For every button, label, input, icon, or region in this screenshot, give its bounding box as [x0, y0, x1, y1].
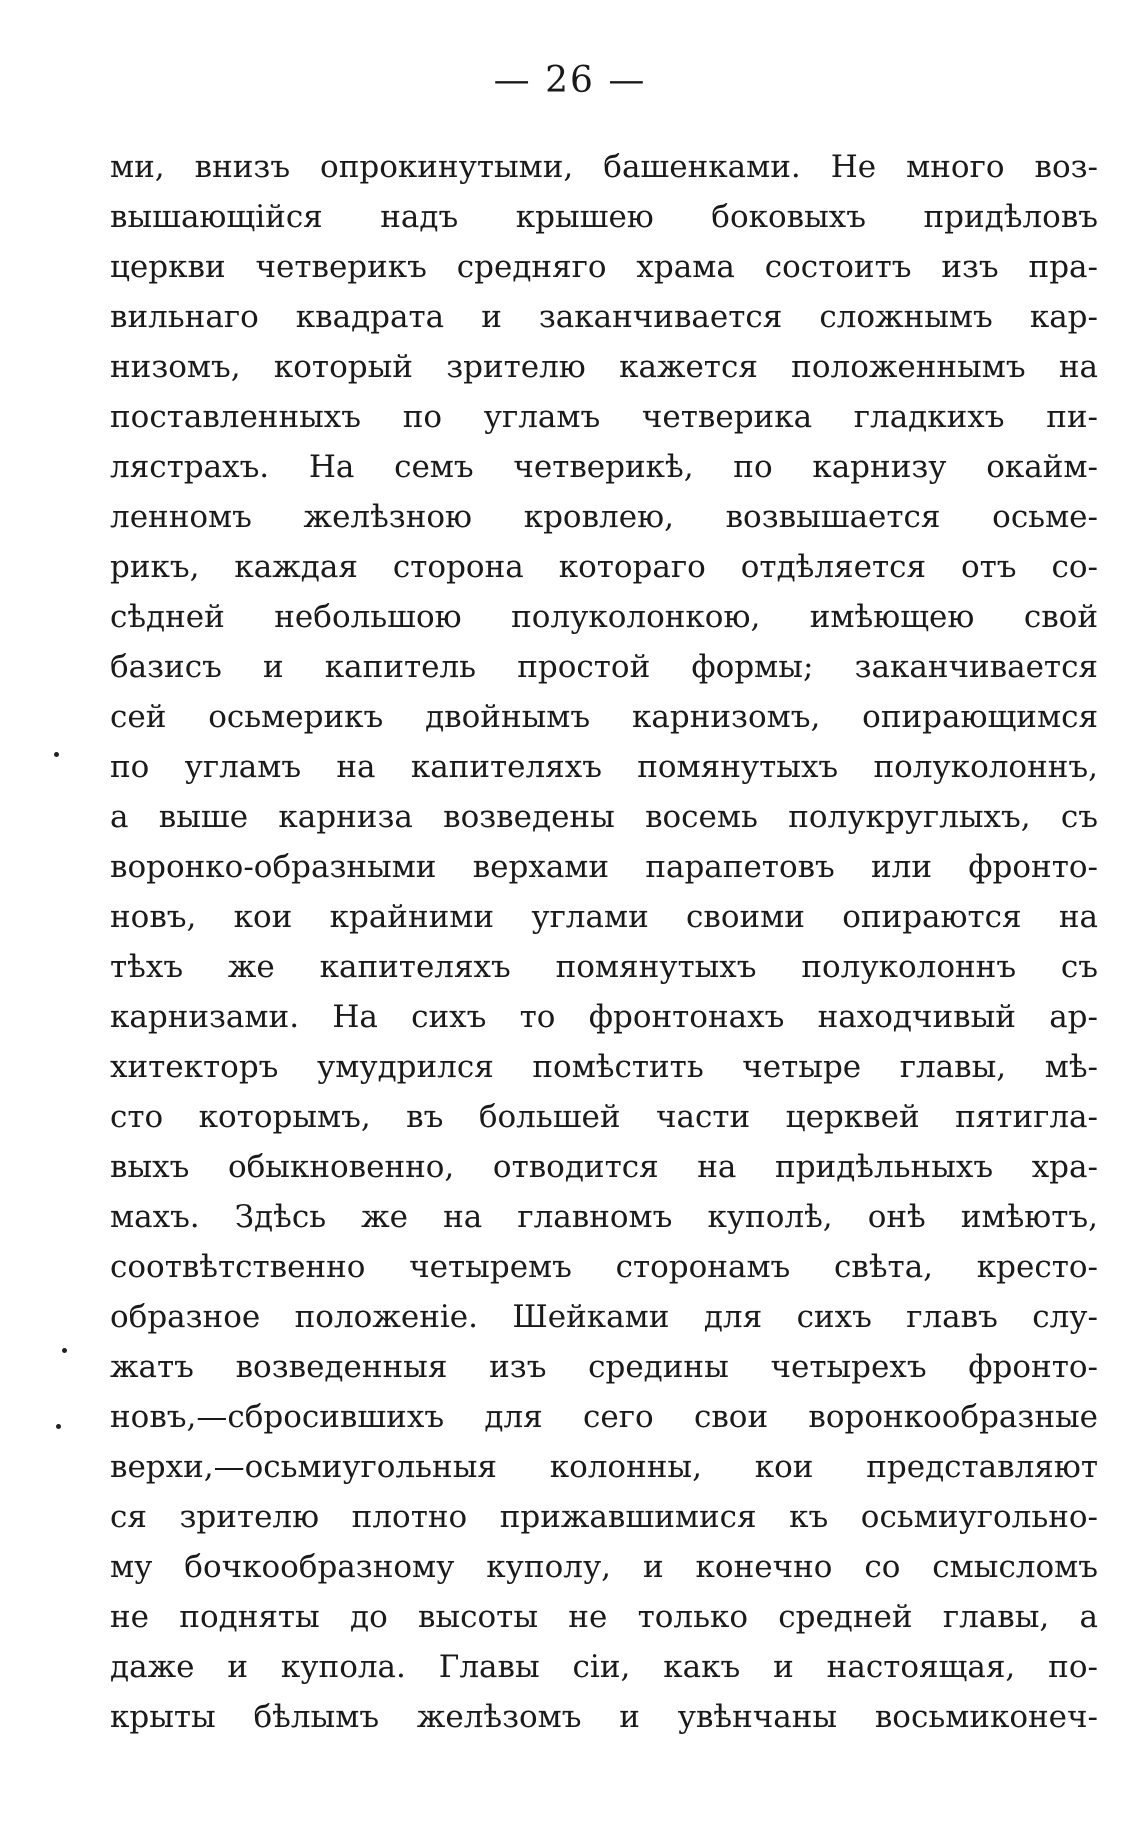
scan-speck	[62, 1348, 67, 1353]
body-text	[110, 142, 1098, 1742]
text-line: жатъ возведенныя изъ средины четырехъ фронто-	[110, 1349, 1098, 1385]
text-line: сто которымъ, въ большей части церквей пятигла-	[110, 1099, 1098, 1135]
scan-speck	[54, 752, 59, 757]
text-line: новъ,—сбросившихъ для сего свои воронкообразные	[110, 1399, 1098, 1435]
text-line: хитекторъ умудрился помѣстить четыре главы, мѣ-	[110, 1049, 1098, 1085]
text-line: верхи,—осьмиугольныя колонны, кои представляют	[110, 1449, 1098, 1485]
text-line: а выше карниза возведены восемь полукруглыхъ, съ	[110, 799, 1098, 835]
text-line: ся зрителю плотно прижавшимися къ осьмиугольно-	[110, 1499, 1098, 1535]
text-line: низомъ, который зрителю кажется положеннымъ на	[110, 349, 1098, 385]
text-line: базисъ и капитель простой формы; заканчивается	[110, 649, 1098, 685]
text-line: вильнаго квадрата и заканчивается сложнымъ кар-	[110, 299, 1098, 335]
text-line: му бочкообразному куполу, и конечно со смысломъ	[110, 1549, 1098, 1585]
text-line: тѣхъ же капителяхъ помянутыхъ полуколоннъ съ	[110, 949, 1098, 985]
text-line: выхъ обыкновенно, отводится на придѣльныхъ хра-	[110, 1149, 1098, 1185]
text-line: даже и купола. Главы сіи, какъ и настоящая, по-	[110, 1649, 1098, 1685]
text-line: поставленныхъ по угламъ четверика гладкихъ пи-	[110, 399, 1098, 435]
text-line: соотвѣтственно четыремъ сторонамъ свѣта, кресто-	[110, 1249, 1098, 1285]
text-line: сей осьмерикъ двойнымъ карнизомъ, опирающимся	[110, 699, 1098, 735]
text-line: ми, внизъ опрокинутыми, башенками. Не много воз-	[110, 149, 1098, 185]
text-line: крыты бѣлымъ желѣзомъ и увѣнчаны восьмиконеч-	[110, 1699, 1098, 1735]
text-line: воронко-образными верхами парапетовъ или фронто-	[110, 849, 1098, 885]
text-line: вышающійся надъ крышею боковыхъ придѣловъ	[110, 199, 1098, 235]
text-line: образное положеніе. Шейками для сихъ главъ слу-	[110, 1299, 1098, 1335]
text-line: махъ. Здѣсь же на главномъ куполѣ, онѣ имѣютъ,	[110, 1199, 1098, 1235]
text-line: новъ, кои крайними углами своими опираются на	[110, 899, 1098, 935]
text-line: лястрахъ. На семъ четверикѣ, по карнизу окайм-	[110, 449, 1098, 485]
text-line: сѣдней небольшою полуколонкою, имѣющею свой	[110, 599, 1098, 635]
text-line: по угламъ на капителяхъ помянутыхъ полуколоннъ,	[110, 749, 1098, 785]
page-number: — 26 —	[493, 60, 647, 101]
text-line: не подняты до высоты не только средней главы, а	[110, 1599, 1098, 1635]
text-line: церкви четверикъ средняго храма состоитъ изъ пра-	[110, 249, 1098, 285]
scan-speck	[56, 1424, 61, 1429]
text-line: рикъ, каждая сторона котораго отдѣляется отъ со-	[110, 549, 1098, 585]
text-line: карнизами. На сихъ то фронтонахъ находчивый ар-	[110, 999, 1098, 1035]
text-line: ленномъ желѣзною кровлею, возвышается осьме-	[110, 499, 1098, 535]
